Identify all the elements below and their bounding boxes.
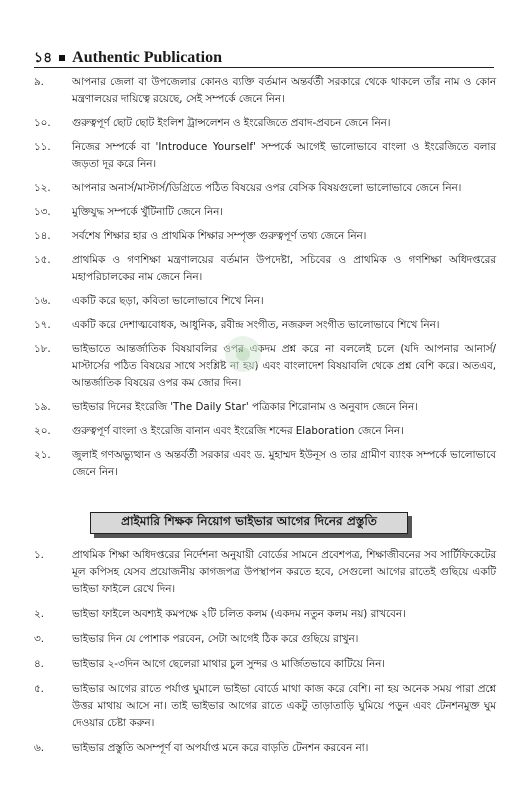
- item-text: জুলাই গণঅভ্যুত্থান ও অন্তর্বর্তী সরকার এবং ড. মুহাম্মদ ইউনূস ও তার গ্রামীণ ব্যাংক সম্পর্কে ভালোভাবে জেনে নিন।: [72, 449, 496, 478]
- list-item: [34, 399, 496, 416]
- item-number: ২.: [34, 608, 44, 620]
- item-text: ভাইভার আগের রাতে পর্যাপ্ত ঘুমালে ভাইভা বোর্ডে মাথা কাজ করে বেশি। না হয় অনেক সময় পারা প্রশ্নে উত্তর মাথায় আসে না। তাই ভাইভার আগের রাতে একটু তাড়াতাড়ি ঘুমিয়ে পড়ুন এবং টেনশনমুক্ত ঘুম দেওয়ার চেষ্টা করুন।: [72, 683, 496, 729]
- section-heading: প্রাইমারি শিক্ষক নিয়োগ ভাইভার আগের দিনের প্রস্তুতি: [90, 512, 408, 534]
- item-number: ১৭.: [34, 319, 51, 331]
- item-number: ১.: [34, 549, 44, 561]
- tips-list: [34, 74, 496, 488]
- list-item: [34, 547, 496, 598]
- item-text: প্রাথমিক ও গণশিক্ষা মন্ত্রণালয়ের বর্তমান উপদেষ্টা, সচিবের ও প্রাথমিক ও গণশিক্ষা অধিদপ্তরের মহাপরিচালকের নাম জেনে নিন।: [72, 254, 496, 283]
- item-number: ১৫.: [34, 254, 51, 266]
- item-number: ৪.: [34, 658, 44, 670]
- item-number: ১৬.: [34, 295, 51, 307]
- item-number: ২০.: [34, 425, 51, 437]
- item-number: ৯.: [34, 76, 44, 88]
- item-text: গুরুত্বপূর্ণ বাংলা ও ইংরেজি বানান এবং ইংরেজি শব্দের Elaboration জেনে নিন।: [72, 425, 404, 437]
- list-item: [34, 681, 496, 732]
- item-text: একটি করে দেশাত্মবোধক, আধুনিক, রবীন্দ্র সংগীত, নজরুল সংগীত ভালোভাবে শিখে নিন।: [72, 319, 440, 331]
- item-text: ভাইভাতে আন্তর্জাতিক বিষয়াবলির ওপর একদম প্রশ্ন করে না বললেই চলে (যদি আপনার আনার্স/মাস্টার্সের পঠিত বিষয়ের সাথে সংশ্লিষ্ট না হয়) এবং বাংলাদেশ বিষয়াবলি থেকে প্রশ্ন বেশি করে। অতএব, আন্তর্জাতিক বিষয়ের ওপর কম জোর দিন।: [72, 343, 496, 389]
- item-text: আপনার জেলা বা উপজেলার কোনও ব্যক্তি বর্তমান অন্তর্বর্তী সরকারে থেকে থাকলে তাঁর নাম ও কোন মন্ত্রণালয়ের দায়িত্বে রয়েছে, সেই সম্পর্কে জেনে নিন।: [72, 76, 496, 105]
- list-item: [34, 293, 496, 310]
- preparation-list: [34, 547, 496, 765]
- list-item: [34, 252, 496, 286]
- list-item: [34, 606, 496, 623]
- item-text: প্রাথমিক শিক্ষা অধিদপ্তরের নির্দেশনা অনুযায়ী বোর্ডের সামনে প্রবেশপত্র, শিক্ষাজীবনের সব সার্টিফিকেটের মূল কপিসহ যেসব প্রয়োজনীয় কাগজপত্র উপস্থাপন করতে হবে, সেগুলো আগের রাতেই গুছিয়ে একটি ভাইভা ফাইলে রেখে দিন।: [72, 549, 496, 595]
- item-text: সর্বশেষ শিক্ষার হার ও প্রাথমিক শিক্ষার সম্পৃক্ত গুরুত্বপূর্ণ তথ্য জেনে নিন।: [72, 230, 367, 242]
- item-text: ভাইভা ফাইলে অবশ্যই কমপক্ষে ২টি চলিত কলম (একদম নতুন কলম নয়) রাখবেন।: [72, 608, 406, 620]
- list-item: [34, 656, 496, 673]
- item-number: ৬.: [34, 742, 44, 754]
- page-number: ১৪: [34, 50, 53, 66]
- item-text: ভাইভার ২-৩দিন আগে ছেলেরা মাথার চুল সুন্দর ও মার্জিতভাবে কাটিয়ে নিন।: [72, 658, 385, 670]
- item-text: ভাইভার দিনের ইংরেজি 'The Daily Star' পত্রিকার শিরোনাম ও অনুবাদ জেনে নিন।: [72, 401, 418, 413]
- item-number: ৫.: [34, 683, 44, 695]
- item-text: ভাইভার দিন যে পোশাক পরবেন, সেটা আগেই ঠিক করে গুছিয়ে রাখুন।: [72, 633, 359, 645]
- publisher-title: Authentic Publication: [72, 49, 222, 66]
- watermark-logo-icon: [225, 336, 261, 372]
- section-banner: [90, 512, 412, 536]
- list-item: [34, 228, 496, 245]
- item-text: নিজের সম্পর্কে বা 'Introduce Yourself' সম্পর্কে আগেই ভালোভাবে বাংলা ও ইংরেজিতে বলার জড়তা দূর করে নিন।: [72, 141, 496, 170]
- list-item: [34, 447, 496, 481]
- item-number: ১০.: [34, 117, 51, 129]
- item-number: ৩.: [34, 633, 44, 645]
- item-text: আপনার অনার্স/মাস্টার্স/ডিগ্রিতে পঠিত বিষয়ের ওপর বেসিক বিষয়গুলো ভালোভাবে জেনে নিন।: [72, 182, 462, 194]
- item-number: ১৪.: [34, 230, 51, 242]
- list-item: [34, 341, 496, 392]
- list-item: [34, 317, 496, 334]
- list-item: [34, 180, 496, 197]
- square-bullet-icon: [59, 55, 65, 61]
- item-text: একটি করে ছড়া, কবিতা ভালোভাবে শিখে নিন।: [72, 295, 264, 307]
- list-item: [34, 74, 496, 108]
- list-item: [34, 115, 496, 132]
- list-item: [34, 423, 496, 440]
- list-item: [34, 204, 496, 221]
- item-number: ২১.: [34, 449, 51, 461]
- list-item: [34, 740, 496, 757]
- item-number: ১২.: [34, 182, 51, 194]
- item-text: ভাইভার প্রস্তুতি অসম্পূর্ণ বা অপর্যাপ্ত মনে করে বাড়তি টেনশন করবেন না।: [72, 742, 369, 754]
- list-item: [34, 139, 496, 173]
- item-number: ১৮.: [34, 343, 51, 355]
- item-number: ১৩.: [34, 206, 51, 218]
- item-number: ১১.: [34, 141, 51, 153]
- item-text: মুক্তিযুদ্ধ সম্পর্কে খুঁটিনাটি জেনে নিন।: [72, 206, 223, 218]
- item-text: গুরুত্বপূর্ণ ছোট ছোট ইংলিশ ট্রান্সলেশন ও ইংরেজিতে প্রবাদ-প্রবচন জেনে নিন।: [72, 117, 391, 129]
- list-item: [34, 631, 496, 648]
- header-rule: [34, 67, 494, 68]
- item-number: ১৯.: [34, 401, 51, 413]
